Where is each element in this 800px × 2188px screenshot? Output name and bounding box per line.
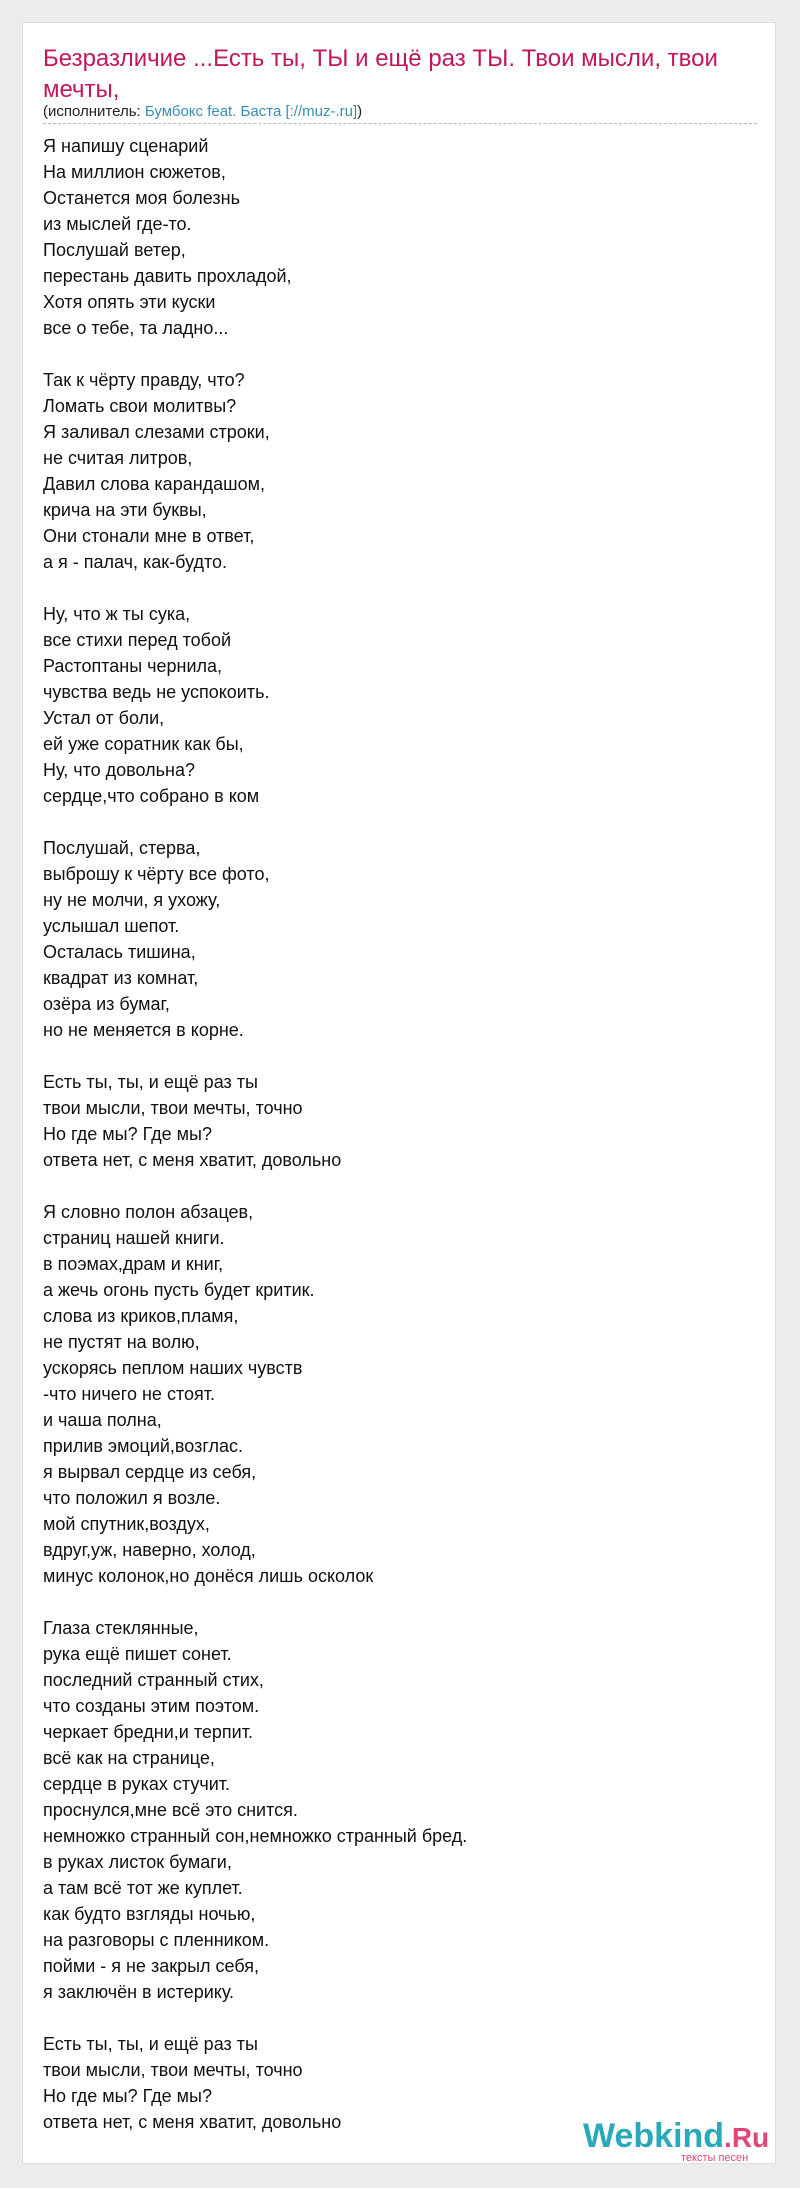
lyric-line: квадрат из комнат, [43, 968, 199, 988]
song-title: Безразличие ...Есть ты, ТЫ и ещё раз ТЫ. Твои мысли, твои мечты, [43, 45, 718, 103]
lyric-line: Давил слова карандашом, [43, 474, 265, 494]
artist-link[interactable]: Бумбокс feat. Баста [://muz-.ru] [144, 103, 358, 120]
lyric-line: ответа нет, с меня хватит, довольно [43, 2112, 342, 2132]
lyric-line: Останется моя болезнь [43, 188, 240, 208]
logo-tagline: тексты песен [681, 2152, 749, 2164]
lyric-line: минус колонок,но донёся лишь осколок [43, 1566, 374, 1586]
lyric-line: в руках листок бумаги, [43, 1852, 232, 1872]
lyric-line: -что ничего не стоят. [43, 1384, 215, 1404]
lyric-line: не пустят на волю, [43, 1332, 200, 1352]
lyric-line: ну не молчи, я ухожу, [43, 890, 221, 910]
lyric-line: ускорясь пеплом наших чувств [43, 1358, 303, 1378]
lyrics-stanza [43, 1199, 757, 1589]
lyric-line: проснулся,мне всё это снится. [43, 1800, 298, 1820]
lyric-line: рука ещё пишет сонет. [43, 1644, 232, 1664]
lyric-line: все стихи перед тобой [43, 630, 232, 650]
lyric-line: но не меняется в корне. [43, 1020, 244, 1040]
lyric-line: не считая литров, [43, 448, 193, 468]
lyric-line: Устал от боли, [43, 708, 165, 728]
lyric-line: Глаза стеклянные, [43, 1618, 199, 1638]
lyric-line: крича на эти буквы, [43, 500, 207, 520]
lyric-line: Хотя опять эти куски [43, 292, 216, 312]
lyric-line: я вырвал сердце из себя, [43, 1462, 257, 1482]
lyric-line: всё как на странице, [43, 1748, 215, 1768]
logo-suffix: .Ru [724, 2122, 770, 2153]
lyric-line: выброшу к чёрту все фото, [43, 864, 270, 884]
lyrics-stanza [43, 601, 757, 809]
lyric-line: услышал шепот. [43, 916, 180, 936]
lyric-line: Ну, что довольна? [43, 760, 195, 780]
lyric-line: как будто взгляды ночью, [43, 1904, 256, 1924]
lyrics-card [22, 22, 776, 2164]
lyric-line: ей уже соратник как бы, [43, 734, 244, 754]
lyric-line: твои мысли, твои мечты, точно [43, 2060, 303, 2080]
lyric-line: Но где мы? Где мы? [43, 1124, 212, 1144]
lyric-line: что созданы этим поэтом. [43, 1696, 260, 1716]
lyric-line: Осталась тишина, [43, 942, 196, 962]
lyric-line: а я - палач, как-будто. [43, 552, 228, 572]
webkind-logo[interactable] [583, 2119, 783, 2163]
song-meta [43, 103, 362, 121]
lyric-line: Я напишу сценарий [43, 136, 209, 156]
logo-main-text: Webkind [583, 2117, 725, 2155]
lyric-line: пойми - я не закрыл себя, [43, 1956, 259, 1976]
lyric-line: твои мысли, твои мечты, точно [43, 1098, 303, 1118]
lyric-line: а жечь огонь пусть будет критик. [43, 1280, 315, 1300]
lyric-line: На миллион сюжетов, [43, 162, 226, 182]
lyrics-stanza [43, 367, 757, 575]
lyric-line: Послушай, стерва, [43, 838, 201, 858]
lyric-line: в поэмах,драм и книг, [43, 1254, 224, 1274]
lyric-line: Есть ты, ты, и ещё раз ты [43, 2034, 258, 2054]
logo-wordmark [583, 2119, 783, 2155]
lyric-line: перестань давить прохладой, [43, 266, 292, 286]
lyric-line: из мыслей где-то. [43, 214, 192, 234]
title-divider [43, 123, 757, 124]
lyric-line: сердце,что собрано в ком [43, 786, 260, 806]
lyrics-stanza [43, 835, 757, 1043]
lyric-line: прилив эмоций,возглас. [43, 1436, 244, 1456]
lyric-line: что положил я возле. [43, 1488, 221, 1508]
lyric-line: все о тебе, та ладно... [43, 318, 229, 338]
lyric-line: на разговоры с пленником. [43, 1930, 270, 1950]
lyric-line: Ну, что ж ты сука, [43, 604, 191, 624]
lyric-line: а там всё тот же куплет. [43, 1878, 243, 1898]
lyric-line: ответа нет, с меня хватит, довольно [43, 1150, 342, 1170]
lyric-line: черкает бредни,и терпит. [43, 1722, 253, 1742]
lyric-line: немножко странный сон,немножко странный бред. [43, 1826, 468, 1846]
lyric-line: Ломать свои молитвы? [43, 396, 237, 416]
lyric-line: Растоптаны чернила, [43, 656, 223, 676]
lyrics-stanza [43, 1615, 757, 2005]
lyric-line: сердце в руках стучит. [43, 1774, 231, 1794]
lyrics-stanza [43, 133, 757, 341]
lyric-line: Я словно полон абзацев, [43, 1202, 254, 1222]
meta-prefix: (исполнитель: [43, 103, 145, 120]
lyric-line: слова из криков,пламя, [43, 1306, 239, 1326]
lyric-line: и чаша полна, [43, 1410, 162, 1430]
lyric-line: Я заливал слезами строки, [43, 422, 270, 442]
lyric-line: Так к чёрту правду, что? [43, 370, 245, 390]
lyric-line: последний странный стих, [43, 1670, 264, 1690]
lyric-line: Послушай ветер, [43, 240, 186, 260]
lyric-line: мой спутник,воздух, [43, 1514, 210, 1534]
lyric-line: Они стонали мне в ответ, [43, 526, 255, 546]
lyric-line: озёра из бумаг, [43, 994, 170, 1014]
meta-suffix: ) [357, 103, 363, 120]
lyric-line: я заключён в истерику. [43, 1982, 235, 2002]
lyric-line: Есть ты, ты, и ещё раз ты [43, 1072, 258, 1092]
lyric-line: чувства ведь не успокоить. [43, 682, 270, 702]
lyrics-body [43, 133, 757, 2161]
lyric-line: вдруг,уж, наверно, холод, [43, 1540, 256, 1560]
lyric-line: страниц нашей книги. [43, 1228, 225, 1248]
lyrics-stanza [43, 1069, 757, 1173]
lyric-line: Но где мы? Где мы? [43, 2086, 212, 2106]
